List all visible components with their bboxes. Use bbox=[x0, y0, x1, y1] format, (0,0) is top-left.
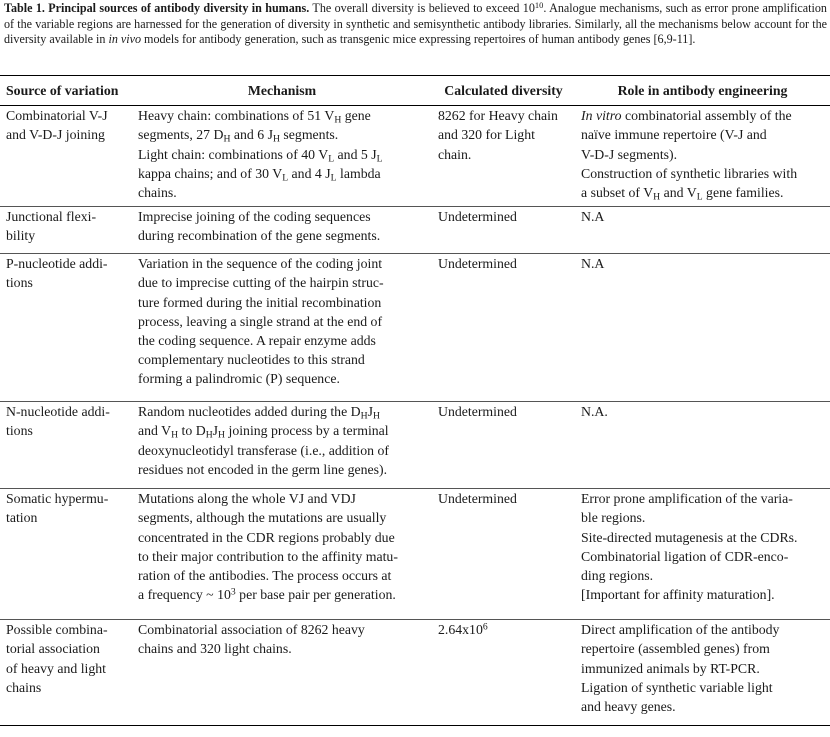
table-row bbox=[0, 489, 830, 620]
cell-source: P-nucleotide addi- tions bbox=[0, 254, 132, 402]
cell-source: Combinatorial V-J and V-D-J joining bbox=[0, 106, 132, 207]
cell-diversity: Undetermined bbox=[432, 207, 575, 254]
cell-source: N-nucleotide addi- tions bbox=[0, 402, 132, 489]
caption-label: Table 1. Principal sources of antibody diversity in humans. bbox=[4, 1, 310, 15]
cell-mechanism: Variation in the sequence of the coding joint due to imprecise cutting of the hairpin struc- ture formed during the initial recombination process, leaving a single strand at the end of the coding sequence. A repair enzyme adds complementary nucleotides to this strand forming a palindromic (P) sequence. bbox=[132, 254, 432, 402]
header-mechanism: Mechanism bbox=[132, 76, 432, 106]
header-role: Role in antibody engineering bbox=[575, 76, 830, 106]
header-diversity: Calculated diversity bbox=[432, 76, 575, 106]
cell-source: Possible combina- torial association of heavy and light chains bbox=[0, 620, 132, 726]
table-row bbox=[0, 254, 830, 402]
cell-role: Error prone amplification of the varia- ble regions. Site-directed mutagenesis at the CDRs. Combinatorial ligation of CDR-enco- ding regions. [Important for affinity maturation]. bbox=[575, 489, 830, 620]
cell-diversity: 8262 for Heavy chain and 320 for Light chain. bbox=[432, 106, 575, 207]
cell-role: N.A bbox=[575, 254, 830, 402]
cell-diversity: Undetermined bbox=[432, 489, 575, 620]
caption-exponent: 10 bbox=[534, 0, 544, 11]
cell-diversity: $2.64x10^6$ bbox=[432, 620, 575, 726]
cell-role: N.A. bbox=[575, 402, 830, 489]
cell-diversity: Undetermined bbox=[432, 254, 575, 402]
cell-source: Junctional flexi- bility bbox=[0, 207, 132, 254]
table-row bbox=[0, 207, 830, 254]
caption-text: models for antibody generation, such as transgenic mice expressing repertoires of human antibody genes [6,9-11]. bbox=[141, 32, 696, 47]
cell-role: Direct amplification of the antibody repertoire (assembled genes) from immunized animals by RT-PCR. Ligation of synthetic variable light and heavy genes. bbox=[575, 620, 830, 726]
cell-source: Somatic hypermu- tation bbox=[0, 489, 132, 620]
cell-role: In vitro combinatorial assembly of the naïve immune repertoire (V-J and V-D-J segments). Construction of synthetic libraries with a subset of $V_H$ and $V_L$ gene families. bbox=[575, 106, 830, 207]
table-header-row bbox=[0, 76, 830, 106]
antibody-diversity-table bbox=[0, 75, 830, 726]
table-row bbox=[0, 106, 830, 207]
header-source: Source of variation bbox=[0, 76, 132, 106]
caption-text: . Analogue mechanisms, such as error prone amplification of the variable regions are harnessed for the generation of diversity in synthetic and semisynthetic antibody libraries. Similarly, all the mechanisms below account for the diversity available in bbox=[4, 1, 827, 47]
cell-role: N.A bbox=[575, 207, 830, 254]
cell-mechanism: Combinatorial association of 8262 heavy chains and 320 light chains. bbox=[132, 620, 432, 726]
cell-mechanism: Heavy chain: combinations of 51 $V_H$ gene segments, 27 $D_H$ and 6 $J_H$ segments. Light chain: combinations of 40 $V_L$ and 5 $J_L$ kappa chains; and of 30 $V_L$ and 4 $J_L$ lambda chains. bbox=[132, 106, 432, 207]
table-row bbox=[0, 402, 830, 489]
cell-diversity: Undetermined bbox=[432, 402, 575, 489]
caption-text: The overall diversity is believed to exceed 10 bbox=[309, 1, 535, 15]
caption-italic: in vivo bbox=[108, 32, 142, 47]
table-row bbox=[0, 620, 830, 726]
cell-mechanism: Mutations along the whole VJ and VDJ segments, although the mutations are usually concentrated in the CDR regions probably due to their major contribution to the affinity matu- ration of the antibodies. The process occurs at a frequency ~ $10^3$ per base pair per generation. bbox=[132, 489, 432, 620]
cell-mechanism: Random nucleotides added during the $D_HJ_H$ and $V_H$ to $D_HJ_H$ joining process by a terminal deoxynucleotidyl transferase (i.e., addition of residues not encoded in the germ line genes). bbox=[132, 402, 432, 489]
table-caption bbox=[4, 1, 827, 48]
cell-mechanism: Imprecise joining of the coding sequences during recombination of the gene segments. bbox=[132, 207, 432, 254]
